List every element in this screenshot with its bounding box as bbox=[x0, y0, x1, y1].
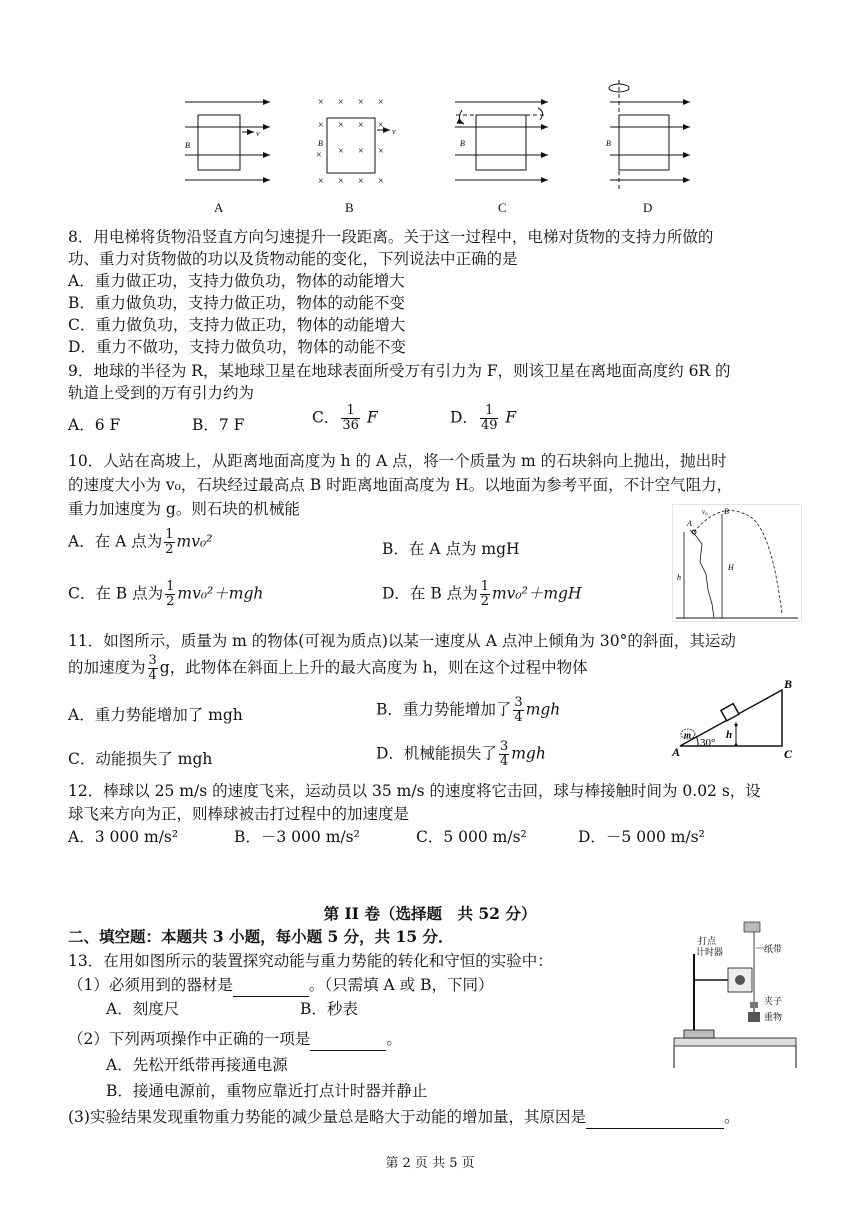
q9-option-b: B．7 F bbox=[192, 416, 245, 434]
svg-text:h: h bbox=[677, 573, 681, 582]
q11-stem-line2: 的加速度为 $\frac{3}{4}$ g，此物体在斜面上上升的最大高度为 h，则在这个过程中物体 bbox=[68, 653, 588, 683]
q9-c-fraction: $\frac{1}{36}$ bbox=[342, 403, 359, 433]
q9-option-c: C． $\frac{1}{36}$ F bbox=[312, 403, 378, 433]
q8-option-d: D．重力不做功，支持力做负功，物体的动能不变 bbox=[68, 338, 406, 356]
q9-stem-line2: 轨道上受到的万有引力约为 bbox=[68, 384, 255, 402]
field-label-b: B bbox=[318, 139, 323, 148]
velocity-label-b: v bbox=[392, 127, 396, 136]
q13-part1-option-a: A．刻度尺 bbox=[106, 1000, 180, 1018]
svg-text:×: × bbox=[358, 120, 364, 131]
q8-option-a: A．重力做正功，支持力做负功，物体的动能增大 bbox=[68, 272, 405, 290]
svg-text:B: B bbox=[724, 507, 729, 516]
figure-label-c: C bbox=[498, 200, 507, 215]
svg-text:B: B bbox=[784, 677, 793, 691]
q9-option-a: A．6 F bbox=[68, 416, 121, 434]
q12-stem-line1: 12．棒球以 25 m/s 的速度飞来，运动员以 35 m/s 的速度将它击回，球与棒接触时间为 0.02 s，设 bbox=[68, 782, 761, 800]
q13-part3: (3)实验结果发现重物重力势能的减少量总是略大于动能的增加量，其原因是 。 bbox=[68, 1106, 739, 1129]
q13-apparatus-figure bbox=[672, 920, 798, 1068]
svg-text:×: × bbox=[338, 97, 344, 108]
svg-text:H: H bbox=[728, 563, 734, 572]
field-label-d: B bbox=[606, 139, 611, 148]
q11-incline-figure bbox=[670, 676, 800, 762]
svg-text:h: h bbox=[726, 729, 733, 741]
q13-part2: （2）下列两项操作中正确的一项是 。 bbox=[68, 1028, 402, 1051]
svg-text:×: × bbox=[358, 176, 364, 187]
q13-part1-blank[interactable] bbox=[233, 974, 309, 997]
section-2-heading: 二、填空题：本题共 3 小题，每小题 5 分，共 15 分． bbox=[68, 927, 454, 946]
section-2-title: 第 II 卷（选择题 共 52 分） bbox=[323, 904, 537, 923]
q11-stem-line1: 11．如图所示，质量为 m 的物体(可视为质点)以某一速度从 A 点冲上倾角为 30°的斜面，其运动 bbox=[68, 632, 736, 650]
q13-part2-blank[interactable] bbox=[310, 1028, 386, 1051]
svg-text:×: × bbox=[318, 97, 324, 108]
q9-d-fraction: $\frac{1}{49}$ bbox=[480, 403, 498, 433]
figure-d bbox=[606, 80, 690, 192]
svg-text:30°: 30° bbox=[700, 737, 716, 749]
q8-stem-line2: 功、重力对货物做的功以及货物动能的变化，下列说法中正确的是 bbox=[68, 250, 518, 268]
svg-text:A: A bbox=[672, 745, 681, 759]
svg-text:×: × bbox=[378, 146, 384, 157]
q10-stem-line3: 重力加速度为 g。则石块的机械能 bbox=[68, 500, 300, 518]
q10-option-d: D．在 B 点为 $\frac{1}{2}$ mv₀²＋mgH bbox=[382, 579, 582, 609]
svg-text:×: × bbox=[338, 120, 344, 131]
svg-text:A: A bbox=[687, 519, 692, 528]
q8-option-c: C．重力做负功，支持力做正功，物体的动能增大 bbox=[68, 316, 406, 334]
q9-option-d: D． $\frac{1}{49}$ F bbox=[450, 403, 517, 433]
svg-text:×: × bbox=[378, 176, 384, 187]
svg-text:×: × bbox=[358, 97, 364, 108]
figure-b bbox=[316, 97, 396, 187]
svg-text:夹子: 夹子 bbox=[764, 996, 783, 1006]
label-timer-2: 计时器 bbox=[696, 947, 724, 957]
figure-a bbox=[185, 102, 270, 180]
svg-text:×: × bbox=[358, 146, 364, 157]
q10-option-a: A．在 A 点为 $\frac{1}{2}$ mv₀² bbox=[68, 527, 213, 557]
svg-text:×: × bbox=[318, 120, 324, 131]
figure-label-b: B bbox=[345, 200, 354, 215]
q11-option-c: C．动能损失了 mgh bbox=[68, 750, 213, 768]
svg-text:m: m bbox=[684, 730, 692, 740]
field-label-c: B bbox=[460, 139, 465, 148]
q13-part1: （1）必须用到的器材是 。（只需填 A 或 B，下同） bbox=[68, 974, 494, 997]
q9-stem-line1: 9．地球的半径为 R，某地球卫星在地球表面所受万有引力为 F，则该卫星在离地面高度约 6R 的 bbox=[68, 362, 731, 380]
page-footer: 第 2 页 共 5 页 bbox=[385, 1156, 475, 1171]
q11-option-b: B．重力势能增加了 $\frac{3}{4}$ mgh bbox=[376, 695, 561, 725]
q8-option-b: B．重力做负功，支持力做正功，物体的动能不变 bbox=[68, 294, 405, 312]
q10-option-c: C．在 B 点为 $\frac{1}{2}$ mv₀²＋mgh bbox=[68, 579, 264, 609]
q11-option-d: D．机械能损失了 $\frac{3}{4}$ mgh bbox=[376, 739, 546, 769]
label-timer-1: 打点 bbox=[698, 936, 717, 946]
q13-stem: 13．在用如图所示的装置探究动能与重力势能的转化和守恒的实验中： bbox=[68, 952, 553, 970]
q13-part3-blank[interactable] bbox=[586, 1106, 724, 1129]
svg-text:×: × bbox=[338, 146, 344, 157]
field-label-a: B bbox=[185, 141, 190, 150]
svg-text:×: × bbox=[378, 97, 384, 108]
velocity-label-a: v bbox=[256, 129, 260, 138]
q10-stem-line1: 10．人站在高坡上，从距离地面高度为 h 的 A 点，将一个质量为 m 的石块斜向上抛出，抛出时 bbox=[68, 452, 727, 470]
q12-option-b: B．－3 000 m/s² bbox=[234, 828, 360, 846]
q12-stem-line2: 球飞来方向为正，则棒球被击打过程中的加速度是 bbox=[68, 805, 410, 823]
q12-option-c: C．5 000 m/s² bbox=[416, 828, 527, 846]
svg-text:×: × bbox=[338, 176, 344, 187]
q10-projectile-figure bbox=[672, 504, 802, 622]
magnetic-field-figures bbox=[170, 80, 710, 220]
svg-text:C: C bbox=[784, 747, 793, 761]
figure-label-d: D bbox=[643, 200, 653, 215]
q13-part2-option-b: B．接通电源前，重物应靠近打点计时器并静止 bbox=[106, 1082, 428, 1100]
svg-text:v₀: v₀ bbox=[702, 508, 708, 516]
q10-stem-line2: 的速度大小为 v₀，石块经过最高点 B 时距离地面高度为 H。以地面为参考平面，不计空气阻力， bbox=[68, 476, 733, 494]
q12-option-a: A．3 000 m/s² bbox=[68, 828, 179, 846]
figure-label-a: A bbox=[214, 200, 224, 215]
q11-option-a: A．重力势能增加了 mgh bbox=[68, 706, 243, 724]
svg-text:×: × bbox=[316, 150, 322, 161]
figure-c bbox=[455, 102, 548, 180]
q12-option-d: D．－5 000 m/s² bbox=[578, 828, 705, 846]
q10-option-b: B．在 A 点为 mgH bbox=[382, 540, 520, 558]
svg-text:×: × bbox=[318, 176, 324, 187]
q8-stem-line1: 8．用电梯将货物沿竖直方向匀速提升一段距离。关于这一过程中，电梯对货物的支持力所做的 bbox=[68, 228, 714, 246]
svg-text:纸带: 纸带 bbox=[764, 944, 783, 954]
q13-part1-option-b: B．秒表 bbox=[300, 1000, 358, 1018]
svg-text:×: × bbox=[378, 120, 384, 131]
svg-text:重物: 重物 bbox=[764, 1012, 783, 1022]
q13-part2-option-a: A．先松开纸带再接通电源 bbox=[106, 1056, 288, 1074]
